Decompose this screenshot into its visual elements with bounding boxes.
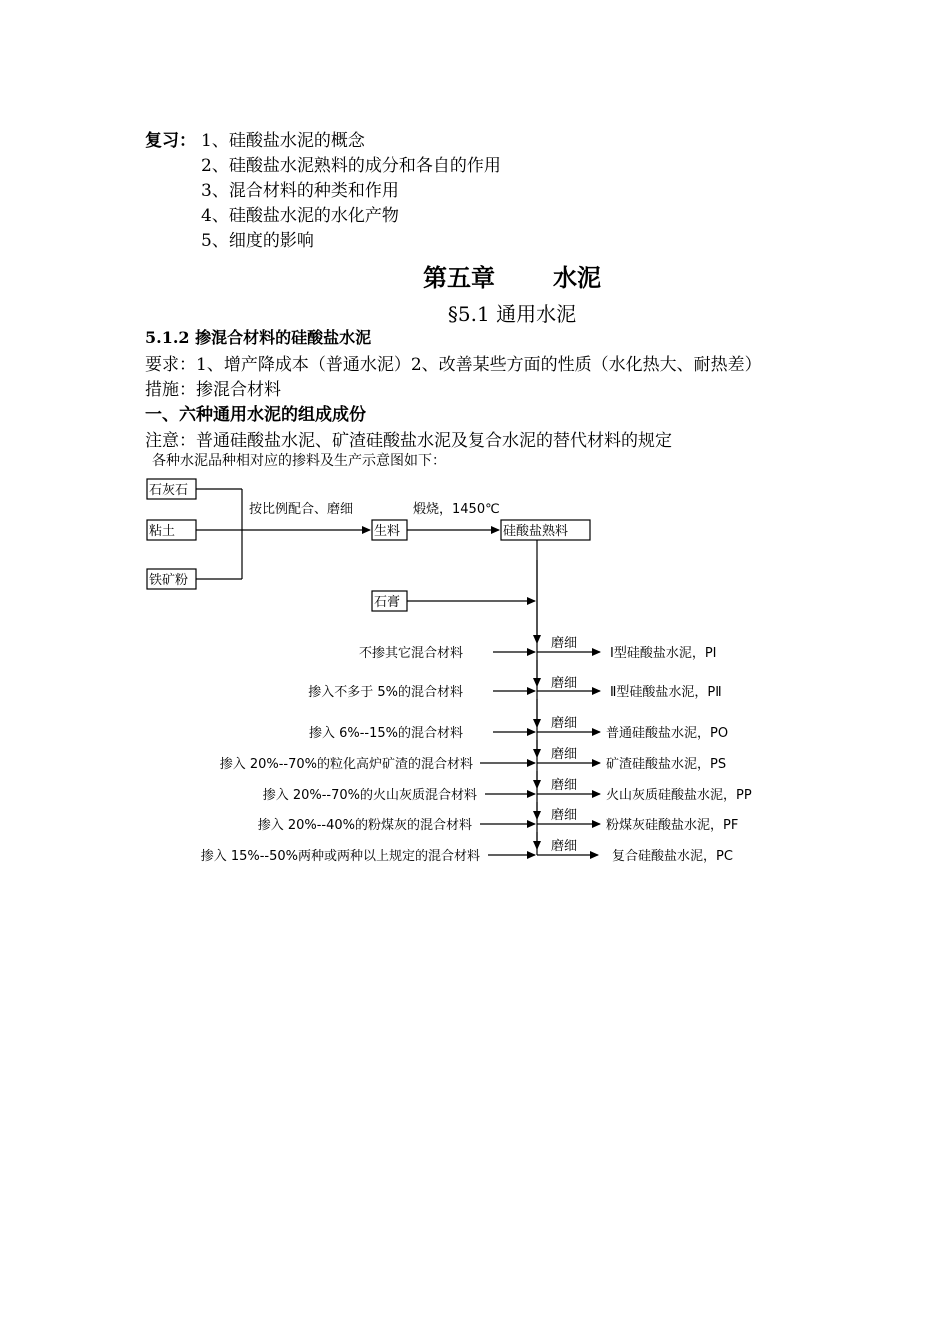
row-7: [201, 832, 733, 864]
row-4: [220, 740, 726, 772]
label-raw-meal: 生料: [374, 524, 401, 539]
product-label: 普通硅酸盐水泥，PO: [606, 726, 729, 741]
review-item-3: 3、混合材料的种类和作用: [201, 181, 399, 201]
figure-caption: 各种水泥品种相对应的掺料及生产示意图如下：: [152, 453, 446, 469]
review-item-5: 5、细度的影响: [201, 231, 314, 251]
label-clay: 粘土: [149, 524, 176, 539]
product-label: 复合硅酸盐水泥，PC: [612, 849, 733, 864]
admix-label: 掺入 20%--40%的粉煤灰的混合材料: [257, 818, 472, 833]
review-label: 复习：: [145, 131, 196, 151]
subsection-title: 5.1.2 掺混合材料的硅酸盐水泥: [145, 328, 372, 347]
step-proportion-grind: 按比例配合、磨细: [249, 502, 354, 517]
admix-label: 掺入 20%--70%的粒化高炉矿渣的混合材料: [219, 757, 473, 772]
admix-label: 掺入 15%--50%两种或两种以上规定的混合材料: [200, 849, 480, 864]
label-gypsum: 石膏: [374, 595, 401, 610]
grind-label: 磨细: [551, 808, 578, 823]
label-limestone: 石灰石: [149, 483, 189, 498]
admix-label: 掺入 20%--70%的火山灰质混合材料: [262, 788, 477, 803]
admix-label: 掺入 6%--15%的混合材料: [308, 726, 463, 741]
review-item-4: 4、硅酸盐水泥的水化产物: [201, 206, 399, 226]
chapter-name: 水泥: [553, 263, 601, 292]
row-1: [359, 635, 717, 661]
product-label: Ⅰ型硅酸盐水泥，PⅠ: [610, 646, 717, 661]
product-label: Ⅱ型硅酸盐水泥，PⅡ: [610, 685, 722, 700]
review-item-1: 1、硅酸盐水泥的概念: [201, 131, 365, 151]
grind-label: 磨细: [551, 839, 578, 854]
product-label: 矿渣硅酸盐水泥，PS: [606, 757, 727, 772]
admix-label: 掺入不多于 5%的混合材料: [308, 685, 463, 700]
requirement-text: 要求：1、增产降成本（普通水泥）2、改善某些方面的性质（水化热大、耐热差）: [145, 355, 762, 375]
label-iron-ore: 铁矿粉: [149, 573, 189, 588]
grind-label: 磨细: [551, 716, 578, 731]
grind-label: 磨细: [551, 636, 578, 651]
measure-text: 措施：掺混合材料: [145, 380, 281, 400]
section-title: §5.1 通用水泥: [447, 302, 577, 326]
row-3: [309, 699, 728, 741]
chapter-number: 第五章: [423, 263, 495, 292]
grind-label: 磨细: [551, 747, 578, 762]
grind-label: 磨细: [551, 778, 578, 793]
review-item-2: 2、硅酸盐水泥熟料的成分和各自的作用: [201, 156, 501, 176]
grind-label: 磨细: [551, 676, 578, 691]
note-text: 注意：普通硅酸盐水泥、矿渣硅酸盐水泥及复合水泥的替代材料的规定: [145, 431, 672, 451]
row-2: [308, 660, 721, 700]
product-label: 粉煤灰硅酸盐水泥，PF: [606, 818, 739, 833]
product-label: 火山灰质硅酸盐水泥，PP: [606, 788, 752, 803]
label-clinker: 硅酸盐熟料: [503, 524, 569, 539]
heading-composition: 一、六种通用水泥的组成成份: [145, 405, 366, 425]
step-calcine: 煅烧，1450℃: [413, 502, 500, 517]
admix-label: 不掺其它混合材料: [358, 646, 463, 661]
row-5: [263, 771, 752, 803]
row-6: [258, 802, 739, 833]
